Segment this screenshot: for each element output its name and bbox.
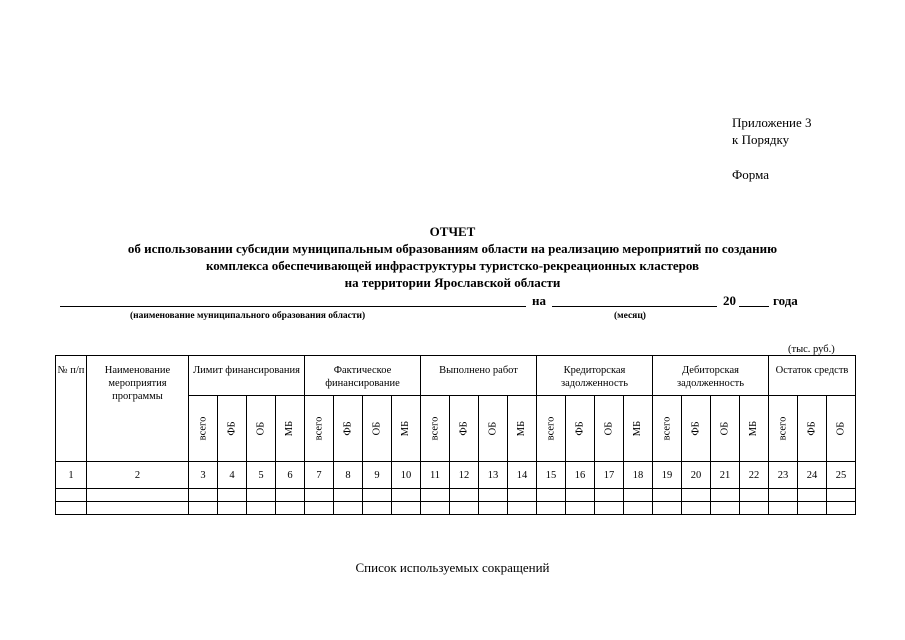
table-cell[interactable]: [87, 489, 189, 502]
subcol-label: всего: [429, 416, 441, 441]
subcol-label: ОБ: [835, 421, 847, 436]
table-cell[interactable]: [682, 489, 711, 502]
table-cell[interactable]: [450, 489, 479, 502]
form-label: Форма: [732, 167, 769, 182]
on-word: на: [532, 293, 546, 308]
table-cell[interactable]: [363, 502, 392, 515]
table-cell[interactable]: [595, 489, 624, 502]
column-number: 10: [392, 462, 421, 489]
subcol-header: [769, 396, 798, 462]
table-cell[interactable]: [653, 489, 682, 502]
table-cell[interactable]: [827, 502, 856, 515]
table-cell[interactable]: [392, 502, 421, 515]
annex-line-1: Приложение 3: [732, 115, 812, 130]
subcol-header: [653, 396, 682, 462]
subcol-label: ОБ: [255, 421, 267, 436]
subcol-label: всего: [197, 416, 209, 441]
table-cell[interactable]: [276, 502, 305, 515]
table-cell[interactable]: [363, 489, 392, 502]
subcol-label: всего: [545, 416, 557, 441]
table-cell[interactable]: [334, 502, 363, 515]
subcol-header: [508, 396, 537, 462]
subcol-label: МБ: [284, 420, 296, 437]
table-cell[interactable]: [479, 489, 508, 502]
column-number: 19: [653, 462, 682, 489]
column-number: 22: [740, 462, 769, 489]
report-subtitle-2: комплекса обеспечивающей инфраструктуры туристско-рекреационных кластеров: [205, 258, 700, 273]
table-cell[interactable]: [711, 489, 740, 502]
report-table: [55, 355, 856, 515]
table-cell[interactable]: [305, 502, 334, 515]
table-cell[interactable]: [624, 489, 653, 502]
table-cell[interactable]: [276, 489, 305, 502]
table-cell[interactable]: [566, 502, 595, 515]
table-cell[interactable]: [740, 502, 769, 515]
table-cell[interactable]: [537, 489, 566, 502]
column-number: 24: [798, 462, 827, 489]
table-cell[interactable]: [305, 489, 334, 502]
month-caption: (месяц): [614, 311, 646, 321]
table-cell[interactable]: [798, 489, 827, 502]
subcol-label: ОБ: [487, 421, 499, 436]
report-subtitle-3: на территории Ярославской области: [344, 275, 561, 290]
subcol-label: ОБ: [719, 421, 731, 436]
subcol-label: МБ: [748, 420, 760, 437]
subcol-header: [711, 396, 740, 462]
municipality-blank[interactable]: [60, 306, 526, 307]
municipality-caption: (наименование муниципального образования области): [130, 311, 366, 321]
subcol-header: [189, 396, 218, 462]
subcol-header: [798, 396, 827, 462]
column-number: 13: [479, 462, 508, 489]
subcol-header: [421, 396, 450, 462]
table-cell[interactable]: [218, 502, 247, 515]
table-cell[interactable]: [769, 502, 798, 515]
table-row: [56, 489, 856, 502]
subcol-label: всего: [661, 416, 673, 441]
column-number: 2: [87, 462, 189, 489]
col-header-name: Наименование мероприятия программы: [87, 356, 189, 462]
subcol-header: [740, 396, 769, 462]
column-number: 20: [682, 462, 711, 489]
subcol-header: [827, 396, 856, 462]
group-header: Кредиторская задолженность: [537, 356, 653, 396]
subcol-label: МБ: [632, 420, 644, 437]
annex-line-2: к Порядку: [732, 132, 790, 147]
group-header: Фактическое финансирование: [305, 356, 421, 396]
table-cell[interactable]: [392, 489, 421, 502]
column-number: 3: [189, 462, 218, 489]
table-cell[interactable]: [827, 489, 856, 502]
subcol-header: [682, 396, 711, 462]
subcol-header: [276, 396, 305, 462]
month-blank[interactable]: [552, 306, 717, 307]
subcol-header: [624, 396, 653, 462]
table-cell[interactable]: [218, 489, 247, 502]
subcol-label: ФБ: [342, 421, 354, 436]
column-number: 18: [624, 462, 653, 489]
column-number: 23: [769, 462, 798, 489]
column-number: 4: [218, 462, 247, 489]
group-header: Дебиторская задолженность: [653, 356, 769, 396]
column-number: 7: [305, 462, 334, 489]
table-cell[interactable]: [595, 502, 624, 515]
column-number: 12: [450, 462, 479, 489]
table-cell[interactable]: [334, 489, 363, 502]
subcol-header: [334, 396, 363, 462]
column-number: 21: [711, 462, 740, 489]
table-cell[interactable]: [87, 502, 189, 515]
table-cell[interactable]: [653, 502, 682, 515]
subcol-label: всего: [313, 416, 325, 441]
year-blank[interactable]: [739, 306, 769, 307]
column-number: 11: [421, 462, 450, 489]
table-cell[interactable]: [247, 502, 276, 515]
table-cell[interactable]: [769, 489, 798, 502]
report-heading: ОТЧЕТ: [429, 224, 476, 239]
subcol-header: [218, 396, 247, 462]
subcol-header: [537, 396, 566, 462]
subcol-header: [305, 396, 334, 462]
group-header: Лимит финансирования: [189, 356, 305, 396]
column-number: 8: [334, 462, 363, 489]
table-cell[interactable]: [508, 489, 537, 502]
unit-label: (тыс. руб.): [788, 344, 835, 355]
subcol-label: ФБ: [690, 421, 702, 436]
annex-block: [732, 114, 812, 183]
subcol-label: ФБ: [226, 421, 238, 436]
column-number: 17: [595, 462, 624, 489]
table-cell[interactable]: [247, 489, 276, 502]
table-cell[interactable]: [189, 489, 218, 502]
subcol-header: [363, 396, 392, 462]
subcol-label: ФБ: [806, 421, 818, 436]
table-cell[interactable]: [421, 489, 450, 502]
table-cell[interactable]: [740, 489, 769, 502]
group-header: Остаток средств: [769, 356, 856, 396]
column-number: 5: [247, 462, 276, 489]
subcol-header: [595, 396, 624, 462]
table-cell[interactable]: [450, 502, 479, 515]
subcol-header: [566, 396, 595, 462]
column-number: 9: [363, 462, 392, 489]
report-subtitle-1: об использовании субсидии муниципальным образованиям области на реализацию мероприятий по созданию: [127, 241, 778, 256]
column-number: 15: [537, 462, 566, 489]
subcol-label: ФБ: [458, 421, 470, 436]
table-cell[interactable]: [798, 502, 827, 515]
col-header-number: № п/п: [56, 356, 87, 462]
table-cell[interactable]: [566, 489, 595, 502]
subcol-header: [247, 396, 276, 462]
subcol-label: ФБ: [574, 421, 586, 436]
column-number: 16: [566, 462, 595, 489]
abbreviations-heading: Список используемых сокращений: [355, 560, 550, 575]
table-cell[interactable]: [624, 502, 653, 515]
table-cell[interactable]: [711, 502, 740, 515]
year-suffix: года: [773, 293, 798, 308]
table-cell[interactable]: [421, 502, 450, 515]
table-cell[interactable]: [537, 502, 566, 515]
subcol-header: [450, 396, 479, 462]
column-number: 25: [827, 462, 856, 489]
subcol-label: ОБ: [371, 421, 383, 436]
subcol-label: МБ: [400, 420, 412, 437]
group-header: Выполнено работ: [421, 356, 537, 396]
table-cell[interactable]: [508, 502, 537, 515]
column-number: 6: [276, 462, 305, 489]
year-prefix: 20: [723, 293, 736, 308]
subcol-label: всего: [777, 416, 789, 441]
subcol-header: [479, 396, 508, 462]
column-number: 14: [508, 462, 537, 489]
table-cell[interactable]: [56, 502, 87, 515]
subcol-label: ОБ: [603, 421, 615, 436]
subcol-label: МБ: [516, 420, 528, 437]
table-cell[interactable]: [682, 502, 711, 515]
table-cell[interactable]: [56, 489, 87, 502]
table-row: [56, 502, 856, 515]
subcol-header: [392, 396, 421, 462]
table-cell[interactable]: [479, 502, 508, 515]
column-number: 1: [56, 462, 87, 489]
table-cell[interactable]: [189, 502, 218, 515]
